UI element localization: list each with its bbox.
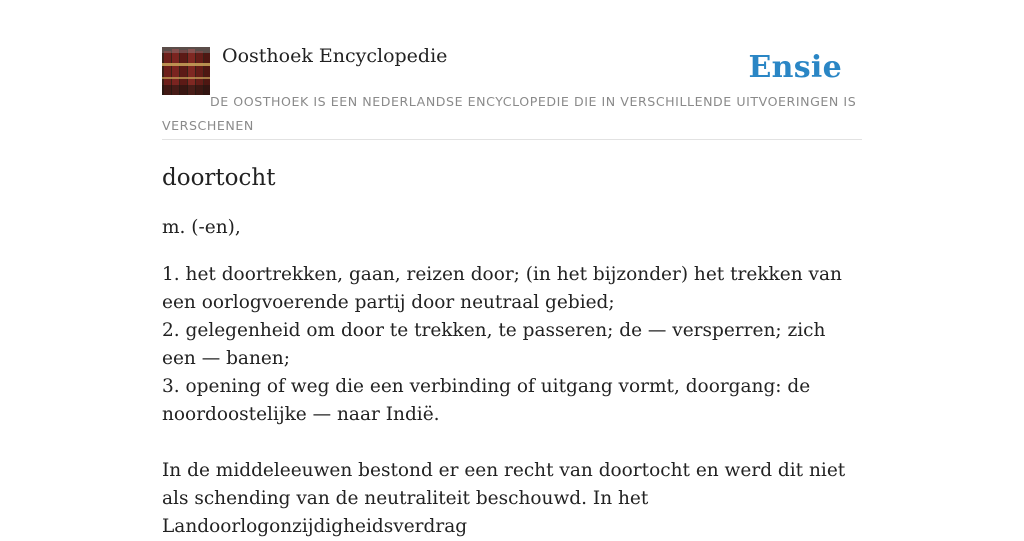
site-title[interactable]: Oosthoek Encyclopedie <box>222 45 448 67</box>
encyclopedia-books-icon <box>162 47 210 95</box>
avatar[interactable] <box>162 47 210 95</box>
definition-item: 1. het doortrekken, gaan, reizen door; (in het bijzonder) het trekken van een oorlogvoerende partij door neutraal gebied; <box>162 264 842 313</box>
definition-item: 3. opening of weg die een verbinding of uitgang vormt, doorgang: de noordoostelijke — naar Indië. <box>162 376 811 425</box>
article-paragraph: In de middeleeuwen bestond er een recht van doortocht en werd dit niet als schending van de neutraliteit beschouwd. In het Landoorlogonzijdigheidsverdrag <box>162 460 846 537</box>
definition-list <box>162 261 862 429</box>
definition-item: 2. gelegenheid om door te trekken, te passeren; de — versperren; zich een — banen; <box>162 320 826 369</box>
article <box>162 160 862 541</box>
header-divider <box>162 139 862 140</box>
grammar-note: m. (-en), <box>162 217 241 238</box>
entry-title: doortocht <box>162 165 276 191</box>
ensie-logo[interactable]: Ensie <box>748 50 842 85</box>
site-tagline: DE OOSTHOEK IS EEN NEDERLANDSE ENCYCLOPEDIE DIE IN VERSCHILLENDE UITVOERINGEN IS VERSCHENEN <box>162 94 857 133</box>
